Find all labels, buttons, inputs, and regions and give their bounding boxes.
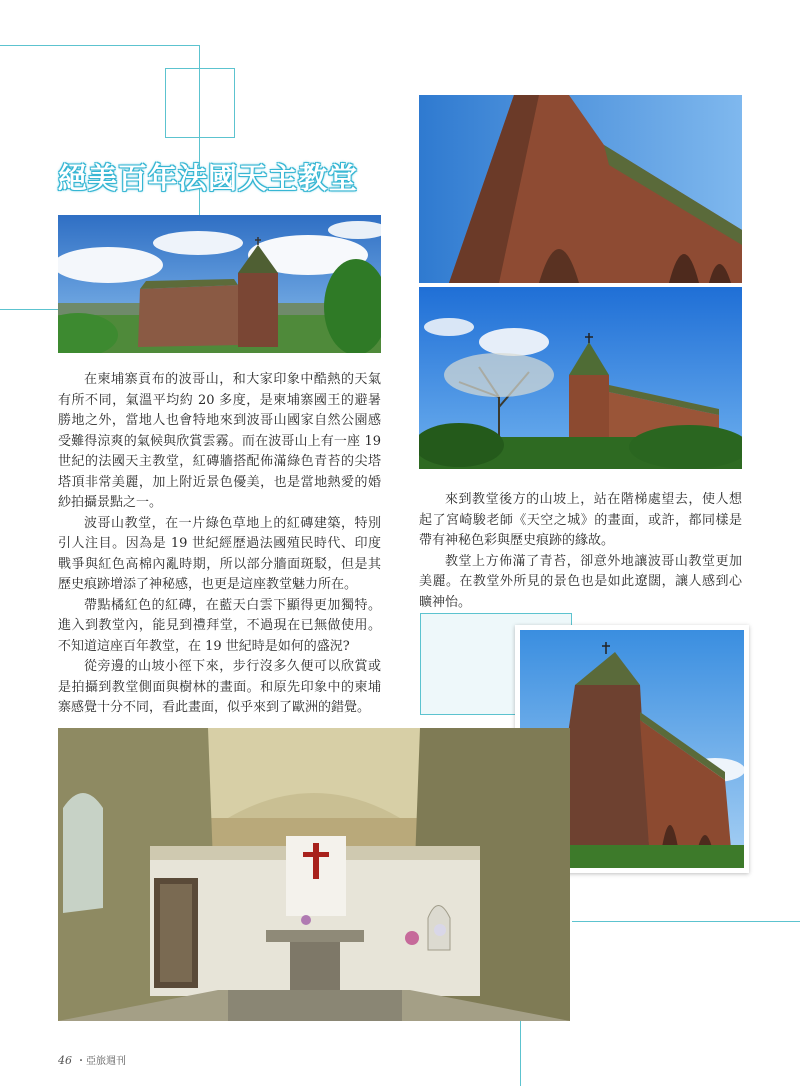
page-footer bbox=[58, 1052, 126, 1067]
church-interior-altar-photo bbox=[58, 728, 570, 1021]
accent-line-top bbox=[0, 45, 200, 46]
paragraph-4: 從旁邊的山坡小徑下來，步行沒多久便可以欣賞或是拍攝到教堂側面與樹林的畫面。和原先印象中的柬埔寨感覺十分不同，看此畫面，似乎來到了歐洲的錯覺。 bbox=[58, 659, 381, 715]
accent-line-left-mid bbox=[0, 309, 58, 310]
page-title: 絕美百年法國天主教堂 bbox=[58, 161, 359, 195]
footer-separator: ・ bbox=[76, 1056, 86, 1067]
right-text-column bbox=[419, 490, 742, 613]
paragraph-5: 來到教堂後方的山坡上，站在階梯處望去，使人想起了宮崎駿老師《天空之城》的畫面，或許，都同樣是帶有神秘色彩與歷史痕跡的緣故。 bbox=[419, 492, 742, 548]
paragraph-1: 在柬埔寨貢布的波哥山，和大家印象中酷熱的天氣有所不同，氣溫平均約 20 多度，是柬埔寨國王的避暑勝地之外，當地人也會特地來到波哥山國家自然公園感受難得涼爽的氣候與欣賞雲霧。而在波哥山上有一座 19 世紀的法國天主教堂，紅磚牆搭配佈滿綠色青苔的尖塔塔頂非常美麗，加上附近景色優美，也是當地熱愛的婚紗拍攝景點之一。 bbox=[58, 372, 381, 510]
paragraph-2: 波哥山教堂，在一片綠色草地上的紅磚建築，特別引人注目。因為是 19 世紀經歷過法國殖民時代、印度戰爭與紅色高棉內亂時期，所以部分牆面斑駁，但是其歷史痕跡增添了神秘感，也更是這座教堂魅力所在。 bbox=[58, 515, 381, 592]
left-text-column bbox=[58, 370, 381, 719]
paragraph-6: 教堂上方佈滿了青苔，卻意外地讓波哥山教堂更加美麗。在教堂外所見的景色也是如此遼闊，讓人感到心曠神怡。 bbox=[419, 553, 742, 610]
church-with-trees-photo bbox=[419, 287, 742, 469]
paragraph-3: 帶點橘紅色的紅磚，在藍天白雲下顯得更加獨特。進入到教堂內，能見到禮拜堂，不過現在已無做使用。不知道這座百年教堂，在 19 世紀時是如何的盛況? bbox=[58, 597, 381, 654]
accent-line-right-bottom bbox=[572, 921, 800, 922]
publication-name: 亞旅週刊 bbox=[86, 1056, 126, 1067]
page-number: 46 bbox=[58, 1054, 72, 1067]
church-facade-lowangle-photo bbox=[419, 95, 742, 283]
church-landscape-photo bbox=[58, 215, 381, 353]
accent-line-footer-vertical bbox=[520, 1018, 521, 1086]
accent-box-title bbox=[165, 68, 235, 138]
